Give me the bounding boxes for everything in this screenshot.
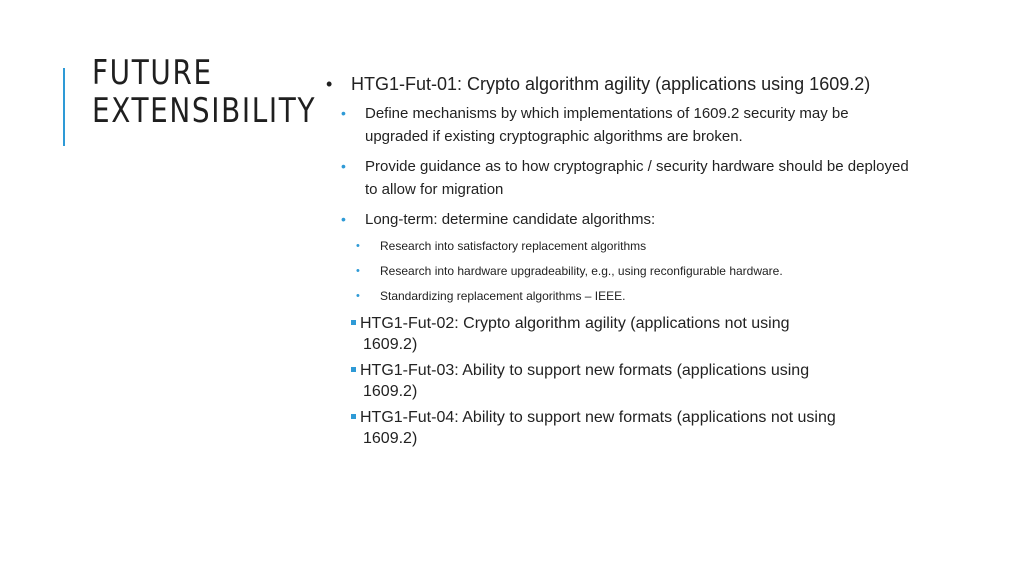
square-bullet-icon (351, 320, 356, 325)
bullet-text-line-1: HTG1-Fut-04: Ability to support new formats (applications not using (360, 409, 836, 426)
slide-title (92, 54, 316, 130)
bullet-text-line-2: 1609.2) (363, 336, 418, 353)
bullet-item-fut-04 (350, 407, 912, 449)
bullet-text-line-2: 1609.2) (363, 430, 418, 447)
sub-bullet-provide-guidance (338, 155, 912, 201)
bullet-text-line-1: HTG1-Fut-02: Crypto algorithm agility (applications not using (360, 315, 790, 332)
bullet-item-fut-01 (322, 72, 912, 97)
slide-content (322, 72, 912, 454)
slide-title-line-2: EXTENSIBILITY (92, 91, 317, 131)
bullet-dot-icon: • (341, 211, 346, 227)
bullet-text-line-1: HTG1-Fut-03: Ability to support new formats (applications using (360, 362, 810, 379)
sub-sub-bullet-standardizing (354, 288, 912, 305)
bullet-dot-icon: • (341, 105, 346, 121)
bullet-text: Define mechanisms by which implementations of 1609.2 security may be upgraded if existing cryptographic algorithms are broken. (365, 105, 849, 145)
bullet-dot-icon: • (341, 158, 346, 174)
square-bullet-icon (351, 414, 356, 419)
bullet-item-fut-03 (350, 360, 912, 402)
square-bullet-icon (351, 367, 356, 372)
bullet-dot-icon: • (356, 290, 360, 302)
bullet-dot-icon: • (356, 265, 360, 277)
bullet-item-fut-02 (350, 313, 912, 355)
bullet-dot-icon: • (326, 74, 333, 94)
bullet-text: Standardizing replacement algorithms – IEEE. (380, 289, 626, 303)
bullet-text: Provide guidance as to how cryptographic / security hardware should be deployed to allow for migration (365, 158, 909, 198)
slide-title-line-1: FUTURE (92, 53, 213, 93)
sub-sub-bullet-research-algorithms (354, 238, 912, 255)
bullet-dot-icon: • (356, 240, 360, 252)
bullet-text: Long-term: determine candidate algorithms: (365, 211, 656, 228)
sub-bullet-long-term (338, 208, 912, 231)
bullet-text: Research into hardware upgradeability, e.g., using reconfigurable hardware. (380, 264, 783, 278)
sub-bullet-define-mechanisms (338, 102, 912, 148)
bullet-text: Research into satisfactory replacement algorithms (380, 239, 647, 253)
sub-sub-bullet-research-hardware (354, 263, 912, 280)
bullet-text-line-2: 1609.2) (363, 383, 418, 400)
title-accent-bar (63, 68, 65, 146)
bullet-text: HTG1-Fut-01: Crypto algorithm agility (applications using 1609.2) (351, 74, 871, 94)
